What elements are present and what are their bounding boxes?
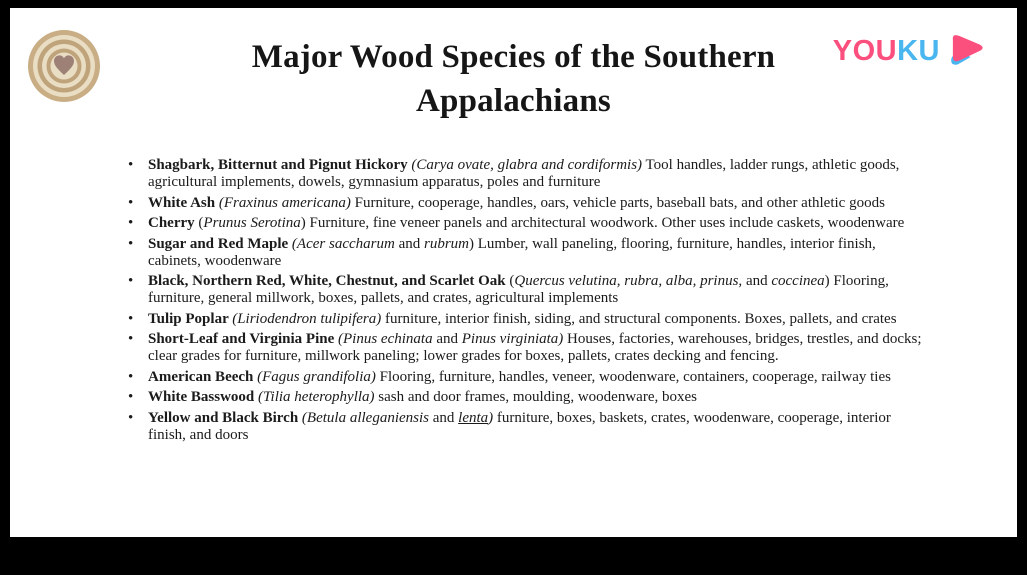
text-segment: Tool handles, ladder rungs, athletic goods, agricultural implements, dowels, gymnasium apparatus, poles and furniture (148, 157, 900, 190)
text-segment: Prunus Serotina (203, 215, 301, 231)
text-segment: Pinus virginiata) (461, 331, 564, 347)
text-segment: Furniture, cooperage, handles, oars, vehicle parts, baseball bats, and other athletic goods (350, 194, 885, 211)
text-segment: sash and door frames, moulding, woodenware, boxes (374, 389, 697, 405)
list-item (122, 410, 926, 444)
text-segment: (Betula alleganiensis (301, 409, 429, 426)
text-segment: Short-Leaf and Virginia Pine (148, 331, 339, 347)
text-segment: Houses, factories, warehouses, bridges, trestles, and docks; clear grades for furniture, millwork paneling; lower grades for boxes, pallets, crates decking and fencing. (148, 331, 922, 364)
list-item (122, 369, 926, 386)
wood-rings-heart-icon (28, 30, 100, 102)
text-segment: ) Flooring, furniture, general millwork, boxes, pallets, and crates, agricultural implements (148, 273, 889, 306)
youku-wordmark-you: YOU (832, 35, 898, 67)
species-list (122, 157, 926, 447)
text-segment: (Acer saccharum (291, 235, 395, 252)
text-segment: (Fraxinus americana) (218, 194, 351, 211)
text-segment: and (432, 331, 462, 347)
text-segment: (Fagus grandifolia) (257, 368, 376, 385)
list-item (122, 331, 926, 365)
slide (10, 8, 1017, 537)
text-segment: ( (509, 273, 515, 289)
youku-wordmark (833, 37, 940, 66)
text-segment: Quercus velutina, rubra, alba, prinus, (514, 273, 743, 289)
text-segment: coccinea (771, 273, 825, 289)
text-segment: ) Lumber, wall paneling, flooring, furniture, handles, interior finish, cabinets, woodenware (148, 235, 876, 269)
text-segment: Shagbark, Bitternut and Pignut Hickory (148, 157, 412, 173)
text-segment: (Pinus echinata (338, 331, 433, 347)
text-segment: lenta (458, 409, 489, 426)
text-segment: furniture, interior finish, siding, and structural components. Boxes, pallets, and crates (381, 310, 897, 327)
list-item (122, 157, 926, 191)
youku-wordmark-ku: KU (897, 35, 940, 67)
list-item (122, 311, 926, 328)
text-segment: Tulip Poplar (148, 310, 233, 327)
text-segment: Flooring, furniture, handles, veneer, woodenware, containers, cooperage, railway ties (375, 368, 891, 385)
text-segment: (Liriodendron tulipifera) (232, 310, 382, 327)
text-segment: furniture, boxes, baskets, crates, woodenware, cooperage, interior finish, and doors (148, 409, 891, 443)
text-segment: Sugar and Red Maple (148, 235, 292, 252)
play-arrow-icon (945, 30, 987, 73)
list-item (122, 195, 926, 212)
text-segment: (Carya ovate, glabra and cordiformis) (411, 157, 643, 173)
page-title: Major Wood Species of the Southern Appalachians (251, 39, 776, 119)
text-segment: ) Furniture, fine veneer panels and architectural woodwork. Other uses include caskets, woodenware (300, 215, 905, 231)
text-segment: rubrum (423, 235, 469, 252)
text-segment: (Tilia heterophylla) (258, 389, 375, 405)
text-segment: ( (198, 215, 204, 231)
text-segment: White Ash (148, 194, 219, 211)
text-segment: White Basswood (148, 389, 259, 405)
text-segment: Cherry (148, 215, 199, 231)
text-segment: ) (488, 409, 494, 426)
youku-logo (833, 30, 987, 73)
list-item (122, 389, 926, 406)
text-segment: Yellow and Black Birch (148, 409, 302, 426)
text-segment: and (742, 273, 772, 289)
list-item (122, 236, 926, 270)
text-segment: and (394, 235, 424, 252)
list-item (122, 215, 926, 232)
text-segment: and (428, 409, 459, 426)
text-segment: American Beech (148, 368, 258, 385)
text-segment: Black, Northern Red, White, Chestnut, and Scarlet Oak (148, 273, 510, 289)
list-item (122, 273, 926, 307)
